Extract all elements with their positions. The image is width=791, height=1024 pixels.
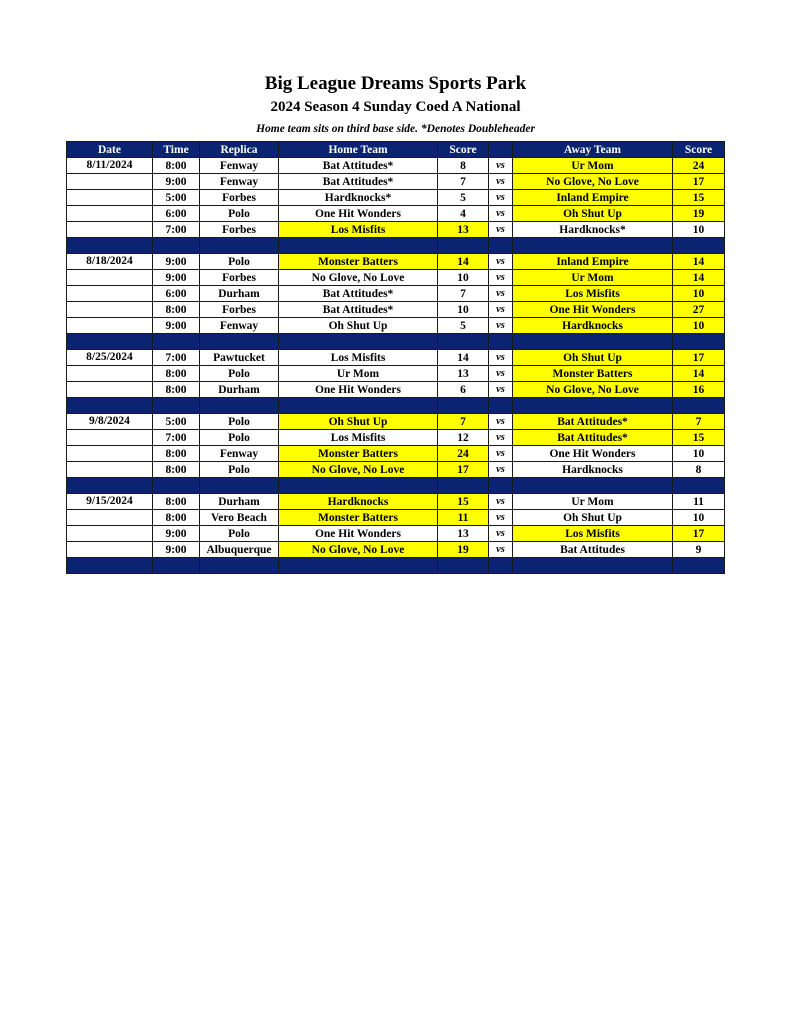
- game-date: [67, 382, 153, 398]
- separator-cell: [279, 558, 438, 574]
- home-score: 7: [438, 174, 489, 190]
- away-team: Bat Attitudes*: [513, 430, 673, 446]
- game-replica: Fenway: [200, 318, 279, 334]
- separator-cell: [200, 398, 279, 414]
- col-header-date: Date: [67, 142, 153, 158]
- home-team: One Hit Wonders: [279, 526, 438, 542]
- away-team: Hardknocks: [513, 462, 673, 478]
- home-team: One Hit Wonders: [279, 206, 438, 222]
- away-score: 10: [673, 222, 725, 238]
- vs-label: vs: [489, 366, 513, 382]
- game-date: [67, 222, 153, 238]
- home-score: 7: [438, 286, 489, 302]
- home-team: Los Misfits: [279, 222, 438, 238]
- vs-label: vs: [489, 382, 513, 398]
- away-score: 27: [673, 302, 725, 318]
- game-row: [67, 190, 725, 206]
- separator-cell: [489, 398, 513, 414]
- away-score: 10: [673, 318, 725, 334]
- game-date: [67, 526, 153, 542]
- game-replica: Polo: [200, 462, 279, 478]
- home-score: 10: [438, 270, 489, 286]
- game-row: [67, 446, 725, 462]
- home-score: 8: [438, 158, 489, 174]
- away-team: Oh Shut Up: [513, 510, 673, 526]
- game-time: 9:00: [153, 542, 200, 558]
- home-score: 5: [438, 318, 489, 334]
- home-score: 15: [438, 494, 489, 510]
- game-date: 8/18/2024: [67, 254, 153, 270]
- away-team: Oh Shut Up: [513, 350, 673, 366]
- game-time: 5:00: [153, 190, 200, 206]
- game-row: [67, 542, 725, 558]
- home-score: 4: [438, 206, 489, 222]
- home-team: One Hit Wonders: [279, 382, 438, 398]
- game-row: [67, 526, 725, 542]
- game-time: 8:00: [153, 382, 200, 398]
- separator-cell: [513, 334, 673, 350]
- away-team: Bat Attitudes: [513, 542, 673, 558]
- game-row: [67, 270, 725, 286]
- col-header-time: Time: [153, 142, 200, 158]
- home-team: Bat Attitudes*: [279, 302, 438, 318]
- game-date: [67, 174, 153, 190]
- game-date: [67, 302, 153, 318]
- separator-cell: [153, 478, 200, 494]
- game-row: [67, 206, 725, 222]
- vs-label: vs: [489, 318, 513, 334]
- away-team: No Glove, No Love: [513, 382, 673, 398]
- home-score: 14: [438, 350, 489, 366]
- game-replica: Forbes: [200, 270, 279, 286]
- separator-cell: [489, 334, 513, 350]
- game-date: [67, 190, 153, 206]
- game-time: 9:00: [153, 174, 200, 190]
- away-team: One Hit Wonders: [513, 302, 673, 318]
- separator-cell: [200, 478, 279, 494]
- separator-cell: [489, 558, 513, 574]
- away-team: Ur Mom: [513, 158, 673, 174]
- separator-cell: [67, 558, 153, 574]
- game-replica: Polo: [200, 206, 279, 222]
- game-replica: Vero Beach: [200, 510, 279, 526]
- home-score: 13: [438, 222, 489, 238]
- away-team: One Hit Wonders: [513, 446, 673, 462]
- game-time: 9:00: [153, 270, 200, 286]
- vs-label: vs: [489, 462, 513, 478]
- separator-cell: [153, 398, 200, 414]
- game-replica: Polo: [200, 254, 279, 270]
- home-score: 7: [438, 414, 489, 430]
- away-score: 9: [673, 542, 725, 558]
- separator-cell: [673, 478, 725, 494]
- home-team: No Glove, No Love: [279, 542, 438, 558]
- separator-cell: [279, 398, 438, 414]
- game-row: [67, 430, 725, 446]
- game-row: [67, 158, 725, 174]
- game-replica: Durham: [200, 382, 279, 398]
- game-time: 6:00: [153, 286, 200, 302]
- game-row: [67, 174, 725, 190]
- game-time: 5:00: [153, 414, 200, 430]
- home-team: Monster Batters: [279, 510, 438, 526]
- game-date: [67, 510, 153, 526]
- away-score: 14: [673, 366, 725, 382]
- game-row: [67, 366, 725, 382]
- separator-cell: [67, 238, 153, 254]
- game-replica: Durham: [200, 286, 279, 302]
- away-score: 10: [673, 286, 725, 302]
- separator-cell: [438, 558, 489, 574]
- game-time: 8:00: [153, 446, 200, 462]
- game-time: 8:00: [153, 462, 200, 478]
- col-header-away-team: Away Team: [513, 142, 673, 158]
- game-row: [67, 254, 725, 270]
- game-replica: Polo: [200, 430, 279, 446]
- away-score: 15: [673, 190, 725, 206]
- game-row: [67, 286, 725, 302]
- away-team: Inland Empire: [513, 190, 673, 206]
- home-team: Los Misfits: [279, 430, 438, 446]
- game-row: [67, 462, 725, 478]
- away-team: Oh Shut Up: [513, 206, 673, 222]
- away-team: Monster Batters: [513, 366, 673, 382]
- game-date: [67, 286, 153, 302]
- home-team: Bat Attitudes*: [279, 286, 438, 302]
- game-date: 8/25/2024: [67, 350, 153, 366]
- home-score: 17: [438, 462, 489, 478]
- away-score: 8: [673, 462, 725, 478]
- week-separator: [67, 478, 725, 494]
- away-score: 19: [673, 206, 725, 222]
- game-time: 8:00: [153, 158, 200, 174]
- home-score: 19: [438, 542, 489, 558]
- separator-cell: [513, 398, 673, 414]
- game-time: 7:00: [153, 430, 200, 446]
- vs-label: vs: [489, 302, 513, 318]
- game-time: 8:00: [153, 302, 200, 318]
- away-score: 17: [673, 526, 725, 542]
- vs-label: vs: [489, 542, 513, 558]
- separator-cell: [673, 398, 725, 414]
- vs-label: vs: [489, 430, 513, 446]
- doubleheader-note: Home team sits on third base side. *Denotes Doubleheader: [256, 123, 535, 135]
- game-date: [67, 318, 153, 334]
- home-score: 6: [438, 382, 489, 398]
- schedule-table: [66, 141, 725, 574]
- game-time: 6:00: [153, 206, 200, 222]
- home-team: Oh Shut Up: [279, 414, 438, 430]
- schedule-body: [67, 158, 725, 574]
- vs-label: vs: [489, 526, 513, 542]
- vs-label: vs: [489, 446, 513, 462]
- game-row: [67, 350, 725, 366]
- game-date: [67, 206, 153, 222]
- game-time: 7:00: [153, 222, 200, 238]
- separator-cell: [438, 478, 489, 494]
- game-row: [67, 318, 725, 334]
- separator-cell: [200, 334, 279, 350]
- home-score: 12: [438, 430, 489, 446]
- week-separator: [67, 238, 725, 254]
- vs-label: vs: [489, 350, 513, 366]
- separator-cell: [673, 238, 725, 254]
- game-time: 8:00: [153, 366, 200, 382]
- game-replica: Pawtucket: [200, 350, 279, 366]
- home-team: Monster Batters: [279, 254, 438, 270]
- vs-label: vs: [489, 222, 513, 238]
- game-time: 7:00: [153, 350, 200, 366]
- week-separator: [67, 558, 725, 574]
- game-date: 9/15/2024: [67, 494, 153, 510]
- away-score: 15: [673, 430, 725, 446]
- game-time: 9:00: [153, 526, 200, 542]
- home-team: Monster Batters: [279, 446, 438, 462]
- week-separator: [67, 398, 725, 414]
- home-team: Bat Attitudes*: [279, 174, 438, 190]
- game-time: 9:00: [153, 318, 200, 334]
- game-row: [67, 510, 725, 526]
- separator-cell: [489, 478, 513, 494]
- away-team: Inland Empire: [513, 254, 673, 270]
- game-time: 9:00: [153, 254, 200, 270]
- home-team: Hardknocks*: [279, 190, 438, 206]
- separator-cell: [153, 558, 200, 574]
- game-replica: Fenway: [200, 174, 279, 190]
- home-score: 14: [438, 254, 489, 270]
- game-row: [67, 382, 725, 398]
- away-team: Hardknocks*: [513, 222, 673, 238]
- game-date: [67, 542, 153, 558]
- home-score: 13: [438, 366, 489, 382]
- home-team: Los Misfits: [279, 350, 438, 366]
- separator-cell: [200, 558, 279, 574]
- separator-cell: [67, 334, 153, 350]
- separator-cell: [673, 334, 725, 350]
- vs-label: vs: [489, 190, 513, 206]
- game-date: [67, 270, 153, 286]
- home-team: Oh Shut Up: [279, 318, 438, 334]
- away-score: 24: [673, 158, 725, 174]
- home-score: 5: [438, 190, 489, 206]
- vs-label: vs: [489, 510, 513, 526]
- game-replica: Polo: [200, 366, 279, 382]
- home-score: 11: [438, 510, 489, 526]
- game-date: [67, 366, 153, 382]
- separator-cell: [153, 238, 200, 254]
- away-score: 16: [673, 382, 725, 398]
- separator-cell: [153, 334, 200, 350]
- away-team: Hardknocks: [513, 318, 673, 334]
- col-header-home-team: Home Team: [279, 142, 438, 158]
- separator-cell: [67, 398, 153, 414]
- page-title: Big League Dreams Sports Park: [264, 73, 527, 94]
- col-header-home-score: Score: [438, 142, 489, 158]
- game-replica: Fenway: [200, 446, 279, 462]
- game-replica: Forbes: [200, 302, 279, 318]
- game-date: [67, 430, 153, 446]
- vs-label: vs: [489, 494, 513, 510]
- col-header-replica: Replica: [200, 142, 279, 158]
- game-row: [67, 302, 725, 318]
- separator-cell: [438, 238, 489, 254]
- game-date: 8/11/2024: [67, 158, 153, 174]
- game-time: 8:00: [153, 510, 200, 526]
- separator-cell: [513, 558, 673, 574]
- away-team: Ur Mom: [513, 494, 673, 510]
- col-header-away-score: Score: [673, 142, 725, 158]
- game-date: 9/8/2024: [67, 414, 153, 430]
- away-score: 11: [673, 494, 725, 510]
- game-row: [67, 494, 725, 510]
- game-replica: Forbes: [200, 190, 279, 206]
- game-time: 8:00: [153, 494, 200, 510]
- separator-cell: [513, 238, 673, 254]
- separator-cell: [200, 238, 279, 254]
- game-date: [67, 462, 153, 478]
- game-replica: Fenway: [200, 158, 279, 174]
- vs-label: vs: [489, 270, 513, 286]
- home-score: 24: [438, 446, 489, 462]
- away-score: 10: [673, 510, 725, 526]
- game-row: [67, 222, 725, 238]
- vs-label: vs: [489, 286, 513, 302]
- away-score: 17: [673, 174, 725, 190]
- away-team: No Glove, No Love: [513, 174, 673, 190]
- home-team: Ur Mom: [279, 366, 438, 382]
- away-team: Bat Attitudes*: [513, 414, 673, 430]
- separator-cell: [438, 334, 489, 350]
- away-team: Ur Mom: [513, 270, 673, 286]
- away-score: 14: [673, 254, 725, 270]
- page-subtitle: 2024 Season 4 Sunday Coed A National: [270, 99, 521, 115]
- game-replica: Polo: [200, 414, 279, 430]
- home-score: 10: [438, 302, 489, 318]
- game-row: [67, 414, 725, 430]
- game-replica: Forbes: [200, 222, 279, 238]
- vs-label: vs: [489, 158, 513, 174]
- game-replica: Albuquerque: [200, 542, 279, 558]
- game-date: [67, 446, 153, 462]
- separator-cell: [67, 478, 153, 494]
- vs-label: vs: [489, 254, 513, 270]
- separator-cell: [279, 238, 438, 254]
- separator-cell: [279, 478, 438, 494]
- away-score: 14: [673, 270, 725, 286]
- vs-label: vs: [489, 206, 513, 222]
- separator-cell: [438, 398, 489, 414]
- game-replica: Durham: [200, 494, 279, 510]
- col-header-vs: [489, 142, 513, 158]
- away-score: 7: [673, 414, 725, 430]
- header-row: [67, 142, 725, 158]
- separator-cell: [489, 238, 513, 254]
- separator-cell: [513, 478, 673, 494]
- home-team: No Glove, No Love: [279, 270, 438, 286]
- game-replica: Polo: [200, 526, 279, 542]
- home-team: No Glove, No Love: [279, 462, 438, 478]
- vs-label: vs: [489, 174, 513, 190]
- away-score: 17: [673, 350, 725, 366]
- week-separator: [67, 334, 725, 350]
- vs-label: vs: [489, 414, 513, 430]
- away-team: Los Misfits: [513, 286, 673, 302]
- away-team: Los Misfits: [513, 526, 673, 542]
- home-team: Hardknocks: [279, 494, 438, 510]
- separator-cell: [673, 558, 725, 574]
- home-score: 13: [438, 526, 489, 542]
- separator-cell: [279, 334, 438, 350]
- away-score: 10: [673, 446, 725, 462]
- home-team: Bat Attitudes*: [279, 158, 438, 174]
